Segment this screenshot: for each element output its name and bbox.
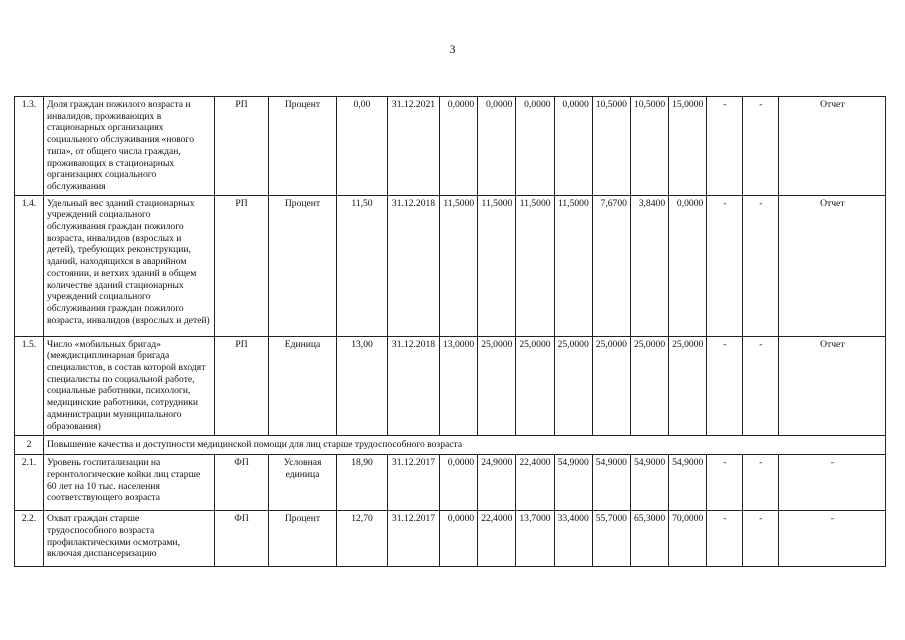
year-value-cell: 3,8400 [630,195,668,336]
base-value-cell: 12,70 [337,511,388,567]
level-cell: ФП [215,511,269,567]
section-row [15,435,886,455]
year-value-cell: 55,7000 [592,511,630,567]
year-value-cell: 54,9000 [669,455,707,511]
row-number: 2.2. [15,511,44,567]
level-cell: РП [215,195,269,336]
year-value-cell: 0,0000 [554,97,592,196]
year-value-cell: 11,5000 [440,195,478,336]
year-value-cell: 7,6700 [592,195,630,336]
year-value-cell: 0,0000 [516,97,554,196]
unit-cell: Процент [269,195,337,336]
table-row [15,336,886,435]
table-row [15,511,886,567]
year-value-cell: 13,0000 [440,336,478,435]
unit-cell: Условная единица [269,455,337,511]
year-value-cell: 15,0000 [669,97,707,196]
dash-cell: - [743,336,779,435]
base-date-cell: 31.12.2021 [388,97,440,196]
table-row [15,195,886,336]
source-cell: Отчет [779,336,886,435]
dash-cell: - [743,455,779,511]
year-value-cell: 54,9000 [554,455,592,511]
year-value-cell: 25,0000 [554,336,592,435]
base-date-cell: 31.12.2017 [388,455,440,511]
source-cell: Отчет [779,195,886,336]
base-date-cell: 31.12.2018 [388,336,440,435]
dash-cell: - [707,195,743,336]
indicator-description: Удельный вес зданий стационарных учреждений социального обслуживания граждан пожилого возраста, инвалидов (взрослых и детей), требующих реконструкции, зданий, находящихся в аварийном состоянии, и ветхих зданий в общем количестве зданий стационарных учреждений социального обслуживания граждан пожилого возраста, инвалидов (взрослых и детей) [44,195,215,336]
year-value-cell: 22,4000 [516,455,554,511]
level-cell: РП [215,336,269,435]
year-value-cell: 25,0000 [592,336,630,435]
row-number: 2.1. [15,455,44,511]
year-value-cell: 22,4000 [478,511,516,567]
source-cell: Отчет [779,97,886,196]
base-value-cell: 0,00 [337,97,388,196]
row-number: 1.5. [15,336,44,435]
dash-cell: - [743,97,779,196]
base-value-cell: 13,00 [337,336,388,435]
source-cell: - [779,511,886,567]
indicator-description: Доля граждан пожилого возраста и инвалидов, проживающих в стационарных организациях социального обслуживания «нового типа», от общего числа граждан, проживающих в стационарных организациях социального обслуживания [44,97,215,196]
year-value-cell: 70,0000 [669,511,707,567]
indicator-description: Охват граждан старше трудоспособного возраста профилактическими осмотрами, включая диспансеризацию [44,511,215,567]
year-value-cell: 24,9000 [478,455,516,511]
year-value-cell: 25,0000 [478,336,516,435]
year-value-cell: 13,7000 [516,511,554,567]
dash-cell: - [707,455,743,511]
year-value-cell: 11,5000 [554,195,592,336]
base-date-cell: 31.12.2018 [388,195,440,336]
dash-cell: - [743,195,779,336]
page-number: 3 [449,42,456,56]
year-value-cell: 33,4000 [554,511,592,567]
level-cell: ФП [215,455,269,511]
row-number: 1.3. [15,97,44,196]
table-row [15,455,886,511]
base-date-cell: 31.12.2017 [388,511,440,567]
table-row [15,97,886,196]
year-value-cell: 25,0000 [669,336,707,435]
unit-cell: Процент [269,511,337,567]
year-value-cell: 11,5000 [478,195,516,336]
section-number: 2 [15,435,44,455]
year-value-cell: 0,0000 [440,455,478,511]
indicator-description: Уровень госпитализации на геронтологические койки лиц старше 60 лет на 10 тыс. населения соответствующего возраста [44,455,215,511]
dash-cell: - [707,511,743,567]
indicator-description: Число «мобильных бригад» (междисциплинарная бригада специалистов, в состав которой входят специалисты по социальной работе, социальные работники, психологи, медицинские работники, сотрудники администрации муниципального образования) [44,336,215,435]
year-value-cell: 0,0000 [440,511,478,567]
year-value-cell: 10,5000 [592,97,630,196]
year-value-cell: 11,5000 [516,195,554,336]
section-title: Повышение качества и доступности медицинской помощи для лиц старше трудоспособного возраста [44,435,886,455]
year-value-cell: 65,3000 [630,511,668,567]
year-value-cell: 0,0000 [669,195,707,336]
year-value-cell: 0,0000 [478,97,516,196]
level-cell: РП [215,97,269,196]
year-value-cell: 10,5000 [630,97,668,196]
dash-cell: - [743,511,779,567]
base-value-cell: 18,90 [337,455,388,511]
year-value-cell: 0,0000 [440,97,478,196]
year-value-cell: 54,9000 [630,455,668,511]
dash-cell: - [707,97,743,196]
unit-cell: Единица [269,336,337,435]
year-value-cell: 25,0000 [630,336,668,435]
year-value-cell: 54,9000 [592,455,630,511]
source-cell: - [779,455,886,511]
base-value-cell: 11,50 [337,195,388,336]
indicators-table [14,96,886,567]
row-number: 1.4. [15,195,44,336]
unit-cell: Процент [269,97,337,196]
year-value-cell: 25,0000 [516,336,554,435]
dash-cell: - [707,336,743,435]
